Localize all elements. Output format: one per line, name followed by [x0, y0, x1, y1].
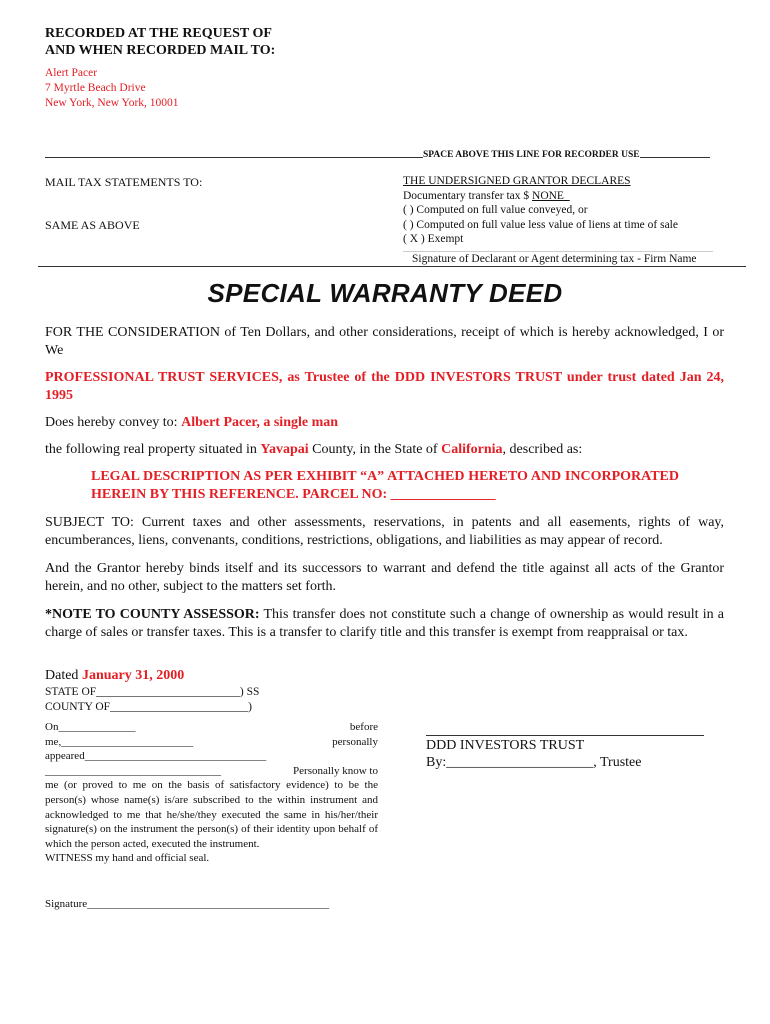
address-city: New York, New York, 10001 [45, 97, 179, 109]
notary-before: before [349, 721, 378, 733]
property-paragraph [45, 441, 724, 459]
recorder-use-text: SPACE ABOVE THIS LINE FOR RECORDER USE [423, 150, 640, 160]
address-name: Alert Pacer [45, 67, 98, 79]
header-line-1: RECORDED AT THE REQUEST OF [45, 26, 272, 41]
trust-name: DDD INVESTORS TRUST [426, 738, 585, 753]
subject-to-paragraph: SUBJECT TO: Current taxes and other assessments, reservations, in patents and all easements, rights of way, encumberances, liens, convenants, conditions, restrictions, obligations, and liabilities as may appear of record. [45, 515, 724, 548]
dated-value: January 31, 2000 [81, 668, 185, 683]
mail-tax-label: MAIL TAX STATEMENTS TO: [45, 175, 203, 189]
assessor-note-label: *NOTE TO COUNTY ASSESSOR: [45, 607, 260, 622]
transfer-tax-label: Documentary transfer tax $ [403, 189, 533, 202]
convey-label: Does hereby convey to: [45, 415, 182, 430]
county-name: Yavapai [260, 442, 309, 457]
header-divider [38, 266, 746, 267]
declarant-signature-line [403, 251, 713, 252]
venue-county: COUNTY OF________________________) [45, 700, 252, 713]
declaration-heading: THE UNDERSIGNED GRANTOR DECLARES [403, 175, 631, 187]
venue-state: STATE OF_________________________) SS [45, 686, 260, 698]
recording-header [45, 25, 275, 59]
consideration-paragraph: FOR THE CONSIDERATION of Ten Dollars, and other considerations, receipt of which is hereby acknowledged, I or We [45, 325, 724, 358]
assessor-note [45, 606, 724, 642]
trust-signature-line [426, 735, 704, 736]
grantee-name: Albert Pacer, a single man [181, 415, 339, 430]
mail-to-address [45, 66, 179, 111]
grantor-name: PROFESSIONAL TRUST SERVICES, as Trustee of the DDD INVESTORS TRUST under trust dated Jan 24, 1995 [45, 370, 724, 403]
notary-name-blank: ________________________________ [45, 764, 221, 777]
transfer-tax-value: NONE [532, 189, 564, 202]
deed-title: SPECIAL WARRANTY DEED [207, 278, 563, 308]
recorder-rule-right [640, 157, 710, 158]
transfer-tax-line [403, 189, 678, 204]
assessor-note-text: This transfer does not constitute such a change of ownership as would result in a charge of sales or transfer taxes. This is a transfer to clarify title and this transfer is exempt from reappraisal or tax. [45, 607, 725, 640]
notary-row-me [45, 735, 378, 750]
notary-me: me,________________________ [45, 735, 194, 748]
notary-on: On______________ [45, 721, 136, 733]
trustee-signature: By:_____________________, Trustee [426, 755, 642, 770]
recorder-rule-left [45, 157, 423, 158]
property-suffix: , described as: [502, 442, 583, 457]
convey-paragraph [45, 414, 724, 432]
property-mid: County, in the State of [308, 442, 442, 457]
header-line-2: AND WHEN RECORDED MAIL TO: [45, 43, 276, 58]
notary-acknowledgment [45, 720, 378, 866]
declarant-signature-caption: Signature of Declarant or Agent determining tax - Firm Name [412, 253, 697, 265]
notary-witness: WITNESS my hand and official seal. [45, 852, 210, 865]
notary-appeared: appeared_________________________________ [45, 750, 267, 763]
warranty-paragraph: And the Grantor hereby binds itself and its successors to warrant and defend the title against all acts of the Grantor herein, and no other, subject to the matters set forth. [45, 561, 724, 594]
dated-label: Dated [45, 668, 82, 683]
notary-personally-known: Personally know to [293, 764, 378, 777]
recorder-use-line [45, 150, 710, 160]
tax-option-less-liens: ( ) Computed on full value less value of liens at time of sale [403, 218, 678, 231]
notary-personally: personally [332, 735, 378, 748]
notary-row-on [45, 720, 378, 735]
grantor-declaration [403, 174, 678, 247]
venue-block [45, 685, 259, 714]
state-name: California [441, 442, 503, 457]
tax-option-full-value: ( ) Computed on full value conveyed, or [403, 204, 588, 216]
notary-body: me (or proved to me on the basis of satisfactory evidence) to be the person(s) whose name(s) is/are subscribed to the within instrument and acknowledged to me that he/she/they executed the same in his/her/their signature(s) on the instrument the person(s) of their identity upon behalf of which the person acted, executed the instrument. [45, 779, 378, 850]
legal-description: LEGAL DESCRIPTION AS PER EXHIBIT “A” ATTACHED HERETO AND INCORPORATED HEREIN BY THIS REFERENCE. PARCEL NO: _______________ [91, 469, 679, 502]
mail-tax-value: SAME AS ABOVE [45, 218, 140, 232]
notary-row-known [45, 764, 378, 779]
address-street: 7 Myrtle Beach Drive [45, 82, 146, 94]
tax-option-exempt: ( X ) Exempt [403, 233, 464, 245]
notary-signature-line: Signature____________________________________________ [45, 898, 330, 910]
dated-line [45, 668, 184, 684]
property-label: the following real property situated in [45, 442, 261, 457]
